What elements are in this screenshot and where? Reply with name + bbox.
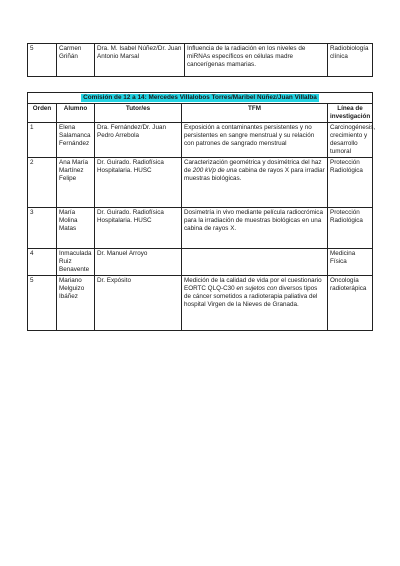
header-tfm: TFM <box>182 104 328 123</box>
row-tutor: Dra. Fernández/Dr. Juan Pedro Arrebola <box>95 123 182 158</box>
row-tutor: Dr. Guirado. Radiofísica Hospitalaria. HUSC <box>95 158 182 208</box>
table-row <box>28 249 373 276</box>
row-tutor: Dra. M. Isabel Núñez/Dr. Juan Antonio Marsal <box>95 44 185 77</box>
header-tutor: Tutor/es <box>95 104 182 123</box>
row-orden: 2 <box>28 158 57 208</box>
header-orden: Orden <box>28 104 57 123</box>
tfm-text: cabina de rayos X para irradiar muestras biológicas. <box>184 167 325 182</box>
row-tfm: Exposición a contaminantes persistentes y no persistentes en sangre menstrual y su relación con patrones de sangrado menstrual <box>182 123 328 158</box>
table-row <box>28 44 373 77</box>
tfm-text: diversos tipos de cáncer sometidos a radioterapia paliativa del hospital Virgen de la Nieves de Granada. <box>184 285 318 308</box>
row-orden: 4 <box>28 249 57 276</box>
previous-commission-table <box>27 43 373 77</box>
row-linea: Oncología radioterápica <box>328 276 373 331</box>
commission-title-row <box>28 93 373 104</box>
row-orden: 5 <box>28 44 57 77</box>
row-linea: Protección Radiológica <box>328 158 373 208</box>
row-tfm: Dosimetría in vivo mediante película radiocrómica para la irradiación de muestras biológicas en una cabina de rayos X. <box>182 208 328 249</box>
tfm-emphasis: 200 kVp de una <box>192 167 237 174</box>
row-alumno: María Molina Matas <box>57 208 95 249</box>
row-alumno: Elena Salamanca Fernández <box>57 123 95 158</box>
row-tfm <box>182 249 328 276</box>
tfm-text: Medición de la calidad de vida por el cuestionario EORTC QLQ-C30 <box>184 277 322 292</box>
tfm-emphasis: en sujetos con <box>236 285 277 292</box>
commission-title-cell <box>28 93 373 104</box>
header-row <box>28 104 373 123</box>
table-row <box>28 276 373 331</box>
row-tfm <box>182 276 328 331</box>
row-tutor: Dr. Manuel Arroyo <box>95 249 182 276</box>
row-orden: 5 <box>28 276 57 331</box>
header-alumno: Alumno <box>57 104 95 123</box>
row-tfm <box>182 158 328 208</box>
row-tutor: Dr. Guirado. Radiofísica Hospitalaria. HUSC <box>95 208 182 249</box>
row-linea: Radiobiología clínica <box>328 44 373 77</box>
row-tutor: Dr. Expósito <box>95 276 182 331</box>
table-row <box>28 208 373 249</box>
row-linea: Protección Radiológica <box>328 208 373 249</box>
table-row <box>28 158 373 208</box>
header-linea: Línea de investigación <box>328 104 373 123</box>
row-alumno: Ana María Martínez Felipe <box>57 158 95 208</box>
commission-table <box>27 92 376 331</box>
row-tfm: Influencia de la radiación en los niveles de miRNAs específicos en células madre cancerígenas mamarias. <box>185 44 328 77</box>
row-orden: 1 <box>28 123 57 158</box>
row-linea: Medicina Física <box>328 249 373 276</box>
row-orden: 3 <box>28 208 57 249</box>
row-alumno: Mariano Melguizo Ibáñez <box>57 276 95 331</box>
commission-title: Comisión de 12 a 14: Mercedes Villalobos Torres/Maribel Núñez/Juan Villalba <box>83 94 317 101</box>
row-linea: Carcinogénesis, crecimiento y desarrollo tumoral <box>328 123 373 158</box>
row-alumno: Inmaculada Ruiz Benavente <box>57 249 95 276</box>
table-row <box>28 123 373 158</box>
row-alumno: Carmen Griñán <box>57 44 95 77</box>
tfm-text: Caracterización geométrica y dosimétrica del haz de <box>184 159 322 174</box>
